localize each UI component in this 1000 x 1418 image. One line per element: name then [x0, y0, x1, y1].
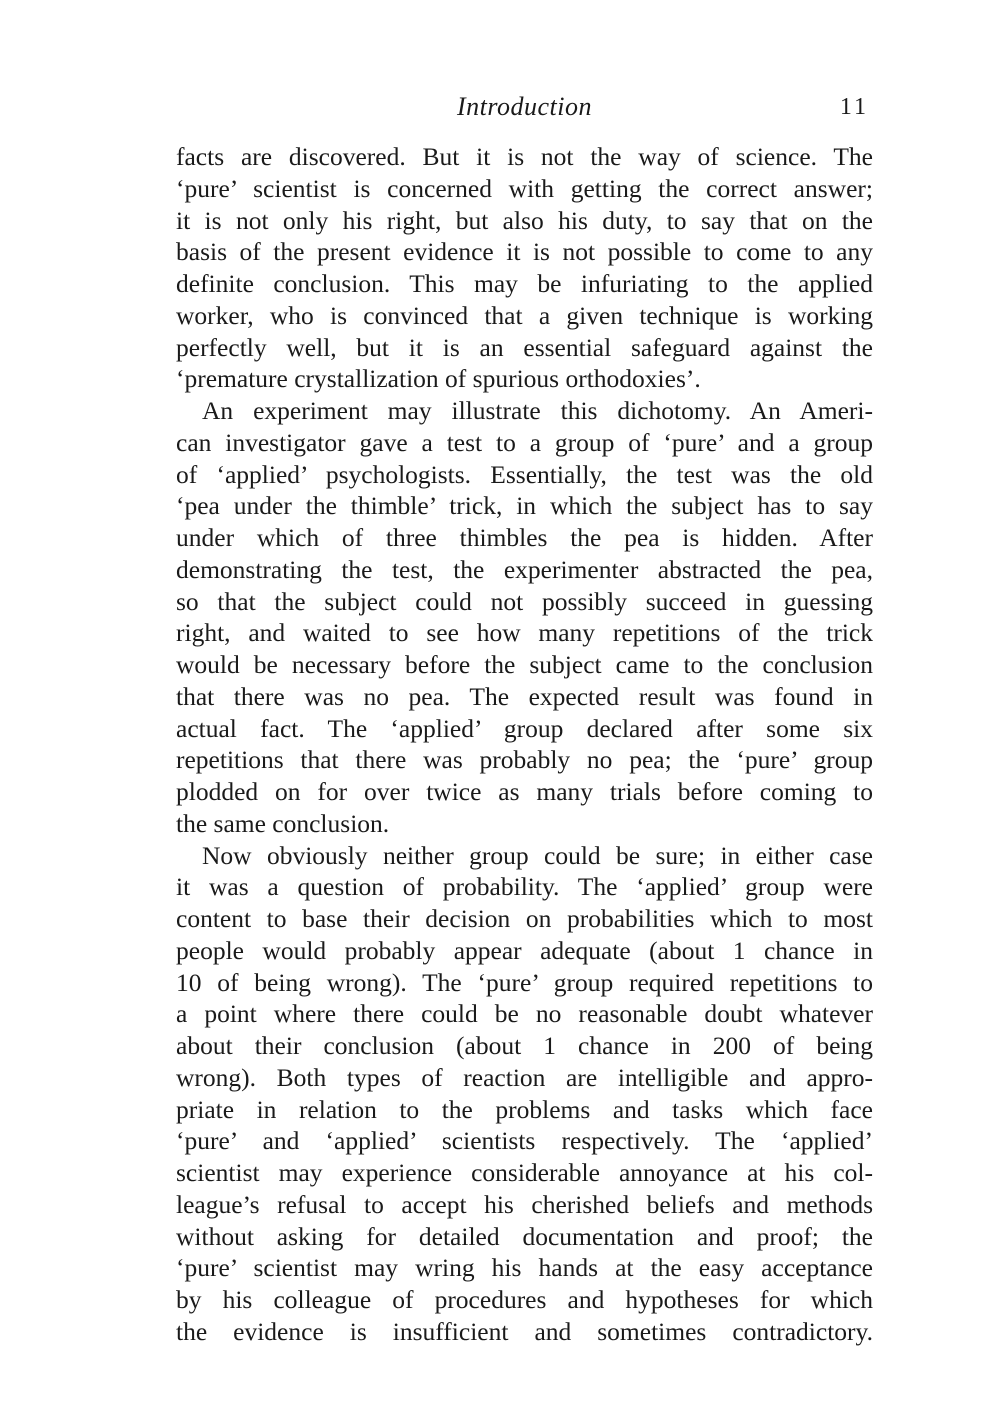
text-line: ‘pure’ and ‘applied’ scientists respectively. The ‘applied’ [176, 1126, 873, 1156]
text-line: ‘pea under the thimble’ trick, in which the subject has to say [176, 491, 873, 521]
text-line: about their conclusion (about 1 chance in 200 of being [176, 1031, 873, 1060]
text-line: a point where there could be no reasonable doubt whatever [176, 999, 873, 1029]
text-line: would be necessary before the subject came to the conclusion [176, 650, 873, 679]
text-line: content to base their decision on probabilities which to most [176, 904, 873, 933]
text-line: people would probably appear adequate (about 1 chance in [176, 935, 873, 965]
text-line: without asking for detailed documentation and proof; the [176, 1221, 873, 1251]
chapter-title: Introduction [456, 92, 593, 121]
text-line: 10 of being wrong). The ‘pure’ group required repetitions to [176, 967, 873, 997]
text-line: worker, who is convinced that a given technique is working [176, 300, 873, 330]
text-line: scientist may experience considerable annoyance at his col- [176, 1158, 873, 1187]
text-line: actual fact. The ‘applied’ group declared after some six [176, 713, 873, 743]
running-head [176, 92, 873, 128]
text-line: ‘pure’ scientist is concerned with getting the correct answer; [176, 173, 873, 203]
text-line: under which of three thimbles the pea is hidden. After [176, 523, 873, 552]
text-line: An experiment may illustrate this dichotomy. An Ameri- [202, 396, 873, 425]
text-line: repetitions that there was probably no pea; the ‘pure’ group [176, 745, 873, 775]
text-line: league’s refusal to accept his cherished beliefs and methods [176, 1189, 873, 1219]
text-line: it was a question of probability. The ‘applied’ group were [176, 872, 873, 902]
text-line: the same conclusion. [176, 808, 390, 838]
body-text [176, 141, 873, 1348]
text-line: ‘pure’ scientist may wring his hands at the easy acceptance [176, 1253, 873, 1283]
text-line: it is not only his right, but also his duty, to say that on the [176, 205, 873, 235]
text-line: facts are discovered. But it is not the way of science. The [176, 142, 873, 171]
text-line: that there was no pea. The expected result was found in [176, 681, 873, 711]
page-number: 11 [839, 94, 869, 120]
text-line: can investigator gave a test to a group of ‘pure’ and a group [176, 427, 873, 457]
text-line: ‘premature crystallization of spurious orthodoxies’. [176, 364, 701, 394]
text-line: so that the subject could not possibly succeed in guessing [176, 586, 873, 616]
text-line: Now obviously neither group could be sure; in either case [202, 840, 873, 870]
text-line: priate in relation to the problems and tasks which face [176, 1094, 873, 1124]
text-line: plodded on for over twice as many trials before coming to [176, 777, 873, 806]
text-line: by his colleague of procedures and hypotheses for which [176, 1285, 873, 1314]
text-line: basis of the present evidence it is not possible to come to any [176, 237, 873, 267]
text-line: definite conclusion. This may be infuriating to the applied [176, 269, 873, 298]
text-line: right, and waited to see how many repetitions of the trick [176, 618, 873, 648]
text-line: wrong). Both types of reaction are intelligible and appro- [176, 1062, 873, 1092]
text-line: perfectly well, but it is an essential safeguard against the [176, 332, 873, 362]
text-line: of ‘applied’ psychologists. Essentially, the test was the old [176, 459, 873, 489]
text-line: the evidence is insufficient and sometimes contradictory. [176, 1316, 873, 1346]
text-line: demonstrating the test, the experimenter abstracted the pea, [176, 554, 873, 584]
